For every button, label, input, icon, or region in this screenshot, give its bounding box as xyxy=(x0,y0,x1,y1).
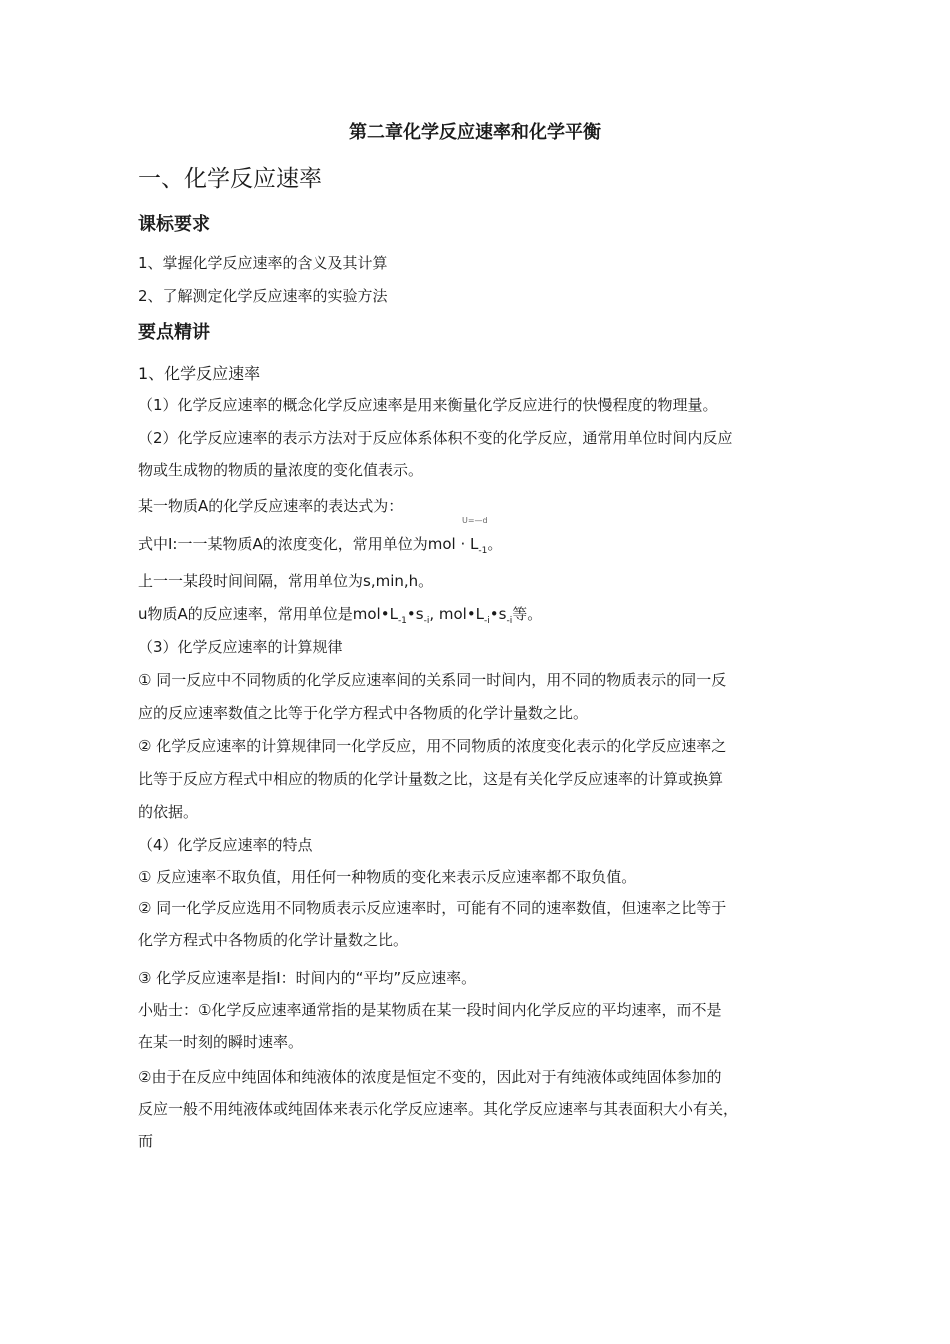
subsection-heading: 1、化学反应速率 xyxy=(138,364,261,383)
text-span: 式中I:一一某物质A的浓度变化，常用单位为mol · L xyxy=(138,535,479,553)
formula-fragment: U=—d xyxy=(462,516,488,525)
paragraph-line: 上一一某段时间间隔，常用单位为s,min,h。 xyxy=(138,572,434,590)
superscript: -i xyxy=(506,616,513,626)
paragraph-line: ① 反应速率不取负值，用任何一种物质的变化来表示反应速率都不取负值。 xyxy=(138,868,637,886)
paragraph-line: ② 同一化学反应选用不同物质表示反应速率时，可能有不同的速率数值，但速率之比等于 xyxy=(138,899,727,917)
text-span: u物质A的反应速率，常用单位是mol•L xyxy=(138,605,398,623)
paragraph-line: （3）化学反应速率的计算规律 xyxy=(138,638,343,656)
paragraph-line: 的依据。 xyxy=(138,803,199,821)
text-span: 等。 xyxy=(512,605,543,623)
paragraph-line: 而 xyxy=(138,1132,154,1150)
document-title: 第二章化学反应速率和化学平衡 xyxy=(349,122,601,143)
kebiao-item: 2、了解测定化学反应速率的实验方法 xyxy=(138,287,388,305)
paragraph-line: 物或生成物的物质的量浓度的变化值表示。 xyxy=(138,461,424,479)
paragraph-line: （2）化学反应速率的表示方法对于反应体系体积不变的化学反应，通常用单位时间内反应 xyxy=(138,429,733,447)
section-heading: 一、化学反应速率 xyxy=(138,166,322,192)
text-span: , mol•L xyxy=(429,605,485,623)
paragraph-line: 应的反应速率数值之比等于化学方程式中各物质的化学计量数之比。 xyxy=(138,704,589,722)
paragraph-line: 化学方程式中各物质的化学计量数之比。 xyxy=(138,931,409,949)
paragraph-line: ③ 化学反应速率是指I：时间内的“平均”反应速率。 xyxy=(138,969,477,987)
paragraph-line: ② 化学反应速率的计算规律同一化学反应，用不同物质的浓度变化表示的化学反应速率之 xyxy=(138,737,727,755)
superscript: -1 xyxy=(397,616,407,626)
paragraph-line: （4）化学反应速率的特点 xyxy=(138,836,313,854)
paragraph-line: ②由于在反应中纯固体和纯液体的浓度是恒定不变的，因此对于有纯液体或纯固体参加的 xyxy=(138,1068,722,1086)
paragraph-line xyxy=(138,604,542,631)
kebiao-item: 1、掌握化学反应速率的含义及其计算 xyxy=(138,254,388,272)
paragraph-line: 反应一般不用纯液体或纯固体来表示化学反应速率。其化学反应速率与其表面积大小有关， xyxy=(138,1100,739,1118)
paragraph-line: 在某一时刻的瞬时速率。 xyxy=(138,1033,304,1051)
paragraph-line: （1）化学反应速率的概念化学反应速率是用来衡量化学反应进行的快慢程度的物理量。 xyxy=(138,396,718,414)
kebiao-heading: 课标要求 xyxy=(138,214,210,235)
paragraph-line: 小贴士：①化学反应速率通常指的是某物质在某一段时间内化学反应的平均速率，而不是 xyxy=(138,1001,722,1019)
paragraph-line: 某一物质A的化学反应速率的表达式为： xyxy=(138,497,404,515)
superscript: -i xyxy=(484,616,490,626)
superscript: -i xyxy=(423,616,430,626)
text-span: 。 xyxy=(487,535,503,553)
paragraph-line xyxy=(138,534,502,561)
yaodian-heading: 要点精讲 xyxy=(138,322,210,343)
text-span: •s xyxy=(406,605,424,623)
superscript: -1 xyxy=(478,546,488,556)
paragraph-line: 比等于反应方程式中相应的物质的化学计量数之比，这是有关化学反应速率的计算或换算 xyxy=(138,770,724,788)
text-span: •s xyxy=(489,605,507,623)
paragraph-line: ① 同一反应中不同物质的化学反应速率间的关系同一时间内，用不同的物质表示的同一反 xyxy=(138,671,727,689)
